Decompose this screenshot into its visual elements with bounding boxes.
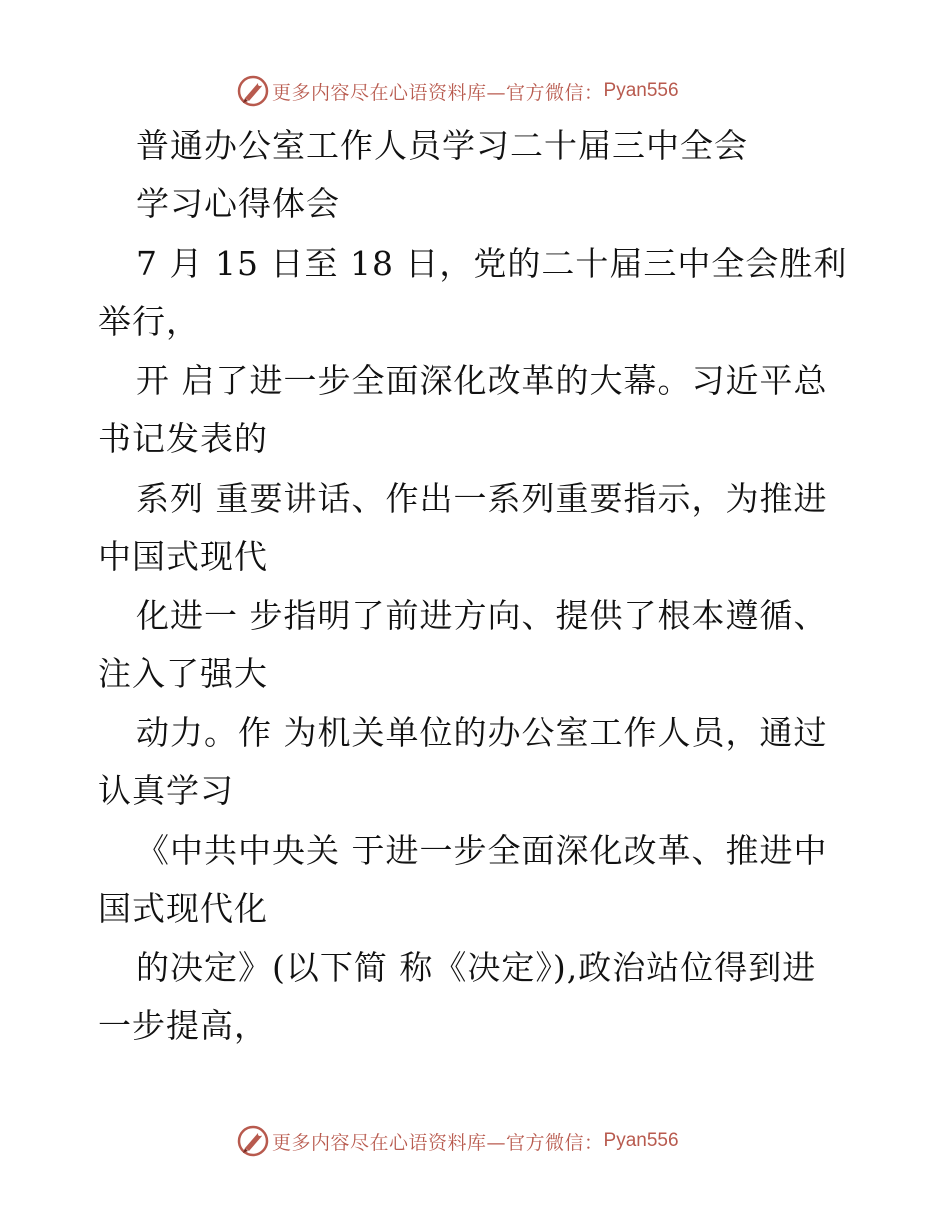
body-line: 化进一 步指明了前进方向、提供了根本遵循、	[136, 596, 828, 635]
watermark-text: 更多内容尽在心语资料库—官方微信：	[272, 1131, 604, 1154]
watermark-contact: Pyan556	[603, 80, 679, 101]
doc-title-line-2: 学习心得体会	[136, 184, 340, 223]
body-line: 系列 重要讲话、作出一系列重要指示，为推进	[136, 479, 828, 518]
watermark-text: 更多内容尽在心语资料库—官方微信：	[272, 81, 604, 104]
body-line: 《中共中央关 于进一步全面深化改革、推进中	[136, 831, 828, 870]
body-line: 举行，	[98, 302, 200, 341]
pen-logo-icon	[236, 74, 270, 108]
body-line: 7 月 15 日至 18 日，党的二十届三中全会胜利	[136, 244, 848, 283]
body-line: 动力。作 为机关单位的办公室工作人员，通过	[136, 713, 828, 752]
body-line: 开 启了进一步全面深化改革的大幕。习近平总	[136, 361, 828, 400]
watermark-contact: Pyan556	[603, 1130, 679, 1151]
body-line: 认真学习	[98, 771, 234, 810]
doc-title-line-1: 普通办公室工作人员学习二十届三中全会	[136, 126, 748, 165]
body-line: 国式现代化	[98, 889, 268, 928]
pen-logo-icon	[236, 1124, 270, 1158]
body-line: 一步提高，	[98, 1006, 268, 1045]
body-line: 的决定》(以下简 称《决定》),政治站位得到进	[136, 948, 817, 987]
body-line: 注入了强大	[98, 654, 268, 693]
body-line: 书记发表的	[98, 419, 268, 458]
footer-watermark	[236, 1124, 679, 1158]
body-line: 中国式现代	[98, 537, 268, 576]
header-watermark	[236, 74, 679, 108]
